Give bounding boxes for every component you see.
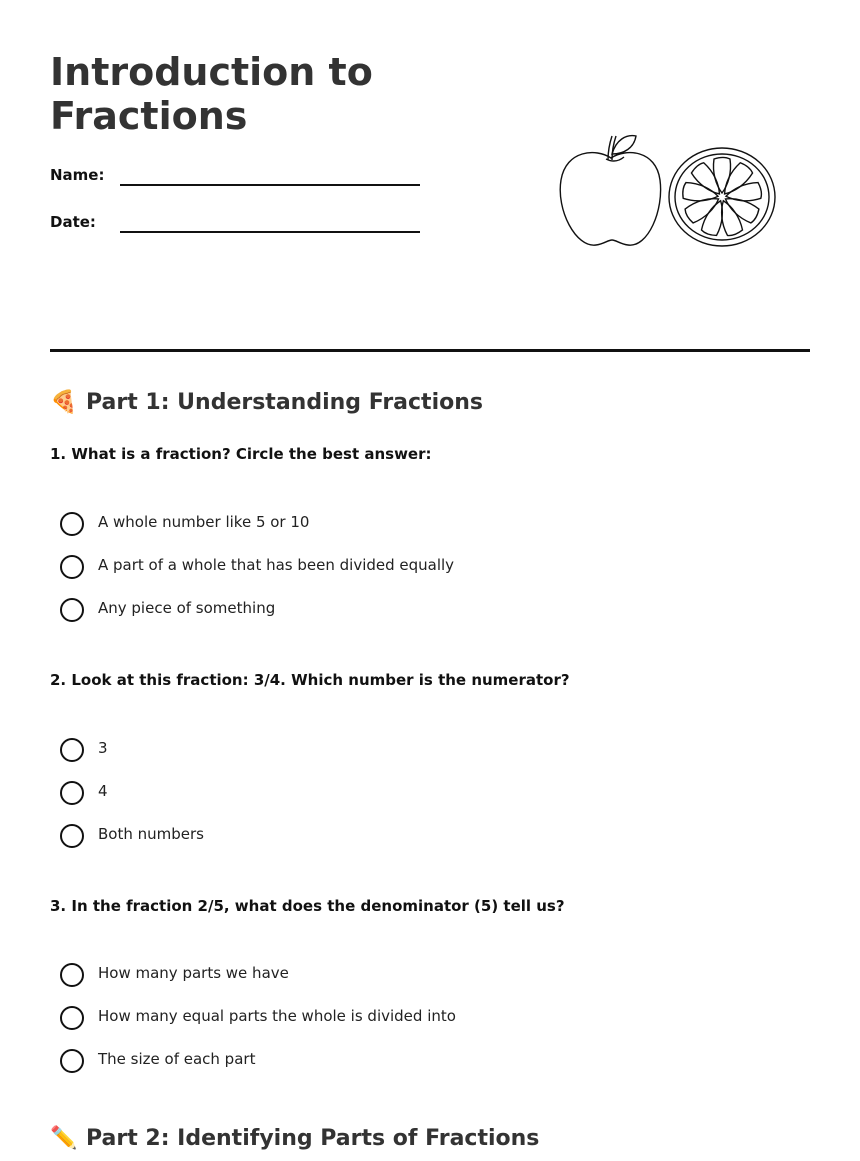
option-label: A whole number like 5 or 10 — [98, 513, 310, 531]
part1-heading-text: Part 1: Understanding Fractions — [86, 390, 483, 415]
option-label: Any piece of something — [98, 599, 276, 617]
worksheet-title: Introduction to Fractions — [50, 50, 373, 138]
q3-option-2[interactable] — [60, 1005, 760, 1031]
name-field[interactable] — [50, 166, 420, 190]
q1-option-3[interactable] — [60, 597, 760, 623]
radio-circle-icon[interactable] — [60, 963, 84, 987]
fruit-illustration — [556, 130, 780, 252]
orange-slice-icon — [669, 148, 775, 246]
radio-circle-icon[interactable] — [60, 555, 84, 579]
option-label: A part of a whole that has been divided equally — [98, 556, 455, 574]
part2-heading-text: Part 2: Identifying Parts of Fractions — [86, 1126, 540, 1151]
part1-heading — [50, 388, 483, 418]
option-label: 3 — [98, 739, 108, 757]
option-label: How many equal parts the whole is divided into — [98, 1007, 456, 1025]
part2-heading — [50, 1124, 539, 1154]
pencil-icon: ✏️ — [50, 1126, 78, 1151]
date-line[interactable] — [120, 231, 420, 233]
q3-option-3[interactable] — [60, 1048, 760, 1074]
option-label: The size of each part — [98, 1050, 256, 1068]
option-label: Both numbers — [98, 825, 204, 843]
radio-circle-icon[interactable] — [60, 781, 84, 805]
date-label: Date: — [50, 213, 96, 231]
radio-circle-icon[interactable] — [60, 1006, 84, 1030]
q1-option-1[interactable] — [60, 511, 760, 537]
option-label: 4 — [98, 782, 108, 800]
q1-option-2[interactable] — [60, 554, 760, 580]
q2-option-3[interactable] — [60, 823, 760, 849]
question-2: 2. Look at this fraction: 3/4. Which number is the numerator? — [50, 671, 570, 689]
radio-circle-icon[interactable] — [60, 598, 84, 622]
section-divider — [50, 349, 810, 352]
apple-icon — [560, 136, 660, 246]
question-3: 3. In the fraction 2/5, what does the denominator (5) tell us? — [50, 897, 565, 915]
radio-circle-icon[interactable] — [60, 738, 84, 762]
name-label: Name: — [50, 166, 105, 184]
date-field[interactable] — [50, 213, 420, 237]
question-1: 1. What is a fraction? Circle the best answer: — [50, 445, 432, 463]
radio-circle-icon[interactable] — [60, 1049, 84, 1073]
option-label: How many parts we have — [98, 964, 289, 982]
name-line[interactable] — [120, 184, 420, 186]
q3-option-1[interactable] — [60, 962, 760, 988]
q2-option-2[interactable] — [60, 780, 760, 806]
q2-option-1[interactable] — [60, 737, 760, 763]
radio-circle-icon[interactable] — [60, 824, 84, 848]
pizza-icon: 🍕 — [50, 390, 78, 415]
radio-circle-icon[interactable] — [60, 512, 84, 536]
